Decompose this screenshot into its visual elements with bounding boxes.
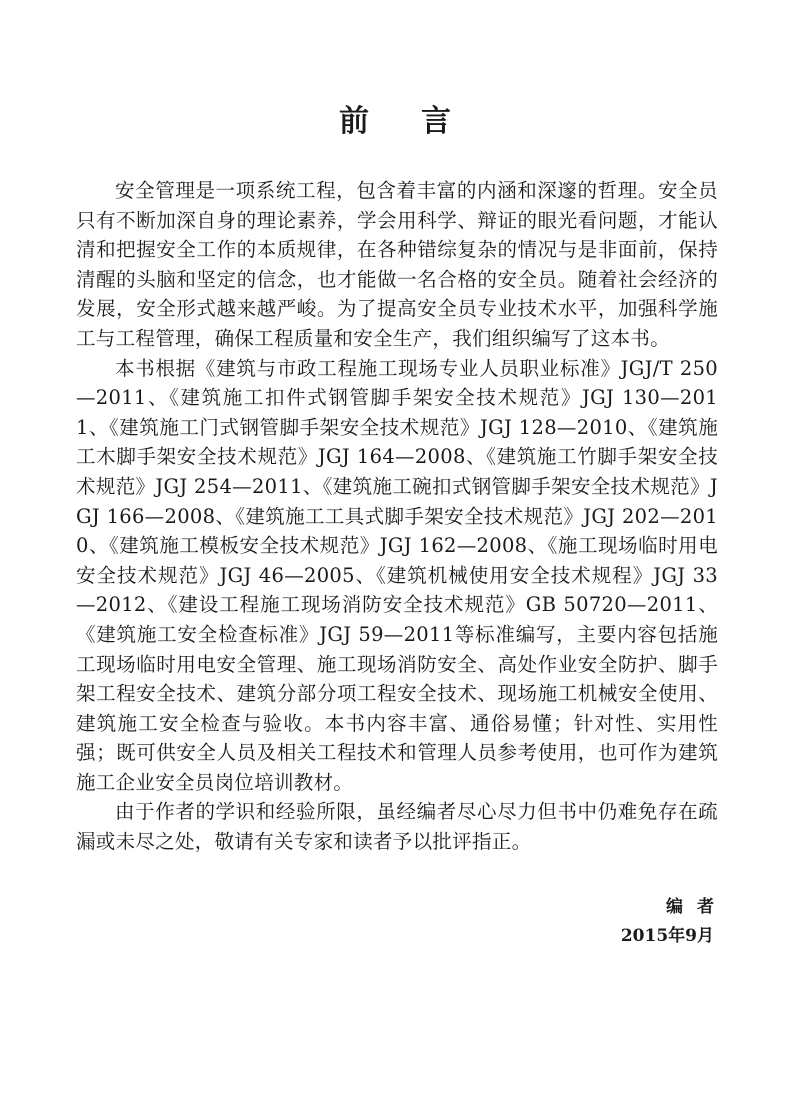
preface-body bbox=[76, 176, 718, 857]
signature-block bbox=[620, 893, 728, 951]
paragraph-1: 安全管理是一项系统工程，包含着丰富的内涵和深邃的哲理。安全员只有不断加深自身的理论素养，学会用科学、辩证的眼光看问题，才能认清和把握安全工作的本质规律，在各种错综复杂的情况与是非面前，保持清醒的头脑和坚定的信念，也才能做一名合格的安全员。随着社会经济的发展，安全形式越来越严峻。为了提高安全员专业技术水平，加强科学施工与工程管理，确保工程质量和安全生产，我们组织编写了这本书。 bbox=[76, 179, 718, 350]
paragraph-3: 由于作者的学识和经验所限，虽经编者尽心尽力但书中仍难免存在疏漏或未尽之处，敬请有关专家和读者予以批评指正。 bbox=[76, 800, 718, 854]
signature-author: 编者 bbox=[666, 897, 728, 917]
signature-date: 2015年9月 bbox=[620, 926, 714, 946]
paragraph-2: 本书根据《建筑与市政工程施工现场专业人员职业标准》JGJ/T 250—2011、《建筑施工扣件式钢管脚手架安全技术规范》JGJ 130—2011、《建筑施工门式钢管脚手架安全技术规范》JGJ 128—2010、《建筑施工木脚手架安全技术规范》JGJ 164—2008、《建筑施工竹脚手架安全技术规范》JGJ 254—2011、《建筑施工碗扣式钢管脚手架安全技术规范》JGJ 166—2008、《建筑施工工具式脚手架安全技术规范》JGJ 202—2010、《建筑施工模板安全技术规范》JGJ 162—2008、《施工现场临时用电安全技术规范》JGJ 46—2005、《建筑机械使用安全技术规程》JGJ 33—2012、《建设工程施工现场消防安全技术规范》GB 50720—2011、《建筑施工安全检查标准》JGJ 59—2011等标准编写，主要内容包括施工现场临时用电安全管理、施工现场消防安全、高处作业安全防护、脚手架工程安全技术、建筑分部分项工程安全技术、现场施工机械安全使用、建筑施工安全检查与验收。本书内容丰富、通俗易懂；针对性、实用性强；既可供安全人员及相关工程技术和管理人员参考使用，也可作为建筑施工企业安全员岗位培训教材。 bbox=[76, 356, 718, 794]
page-title: 前言 bbox=[339, 104, 503, 140]
